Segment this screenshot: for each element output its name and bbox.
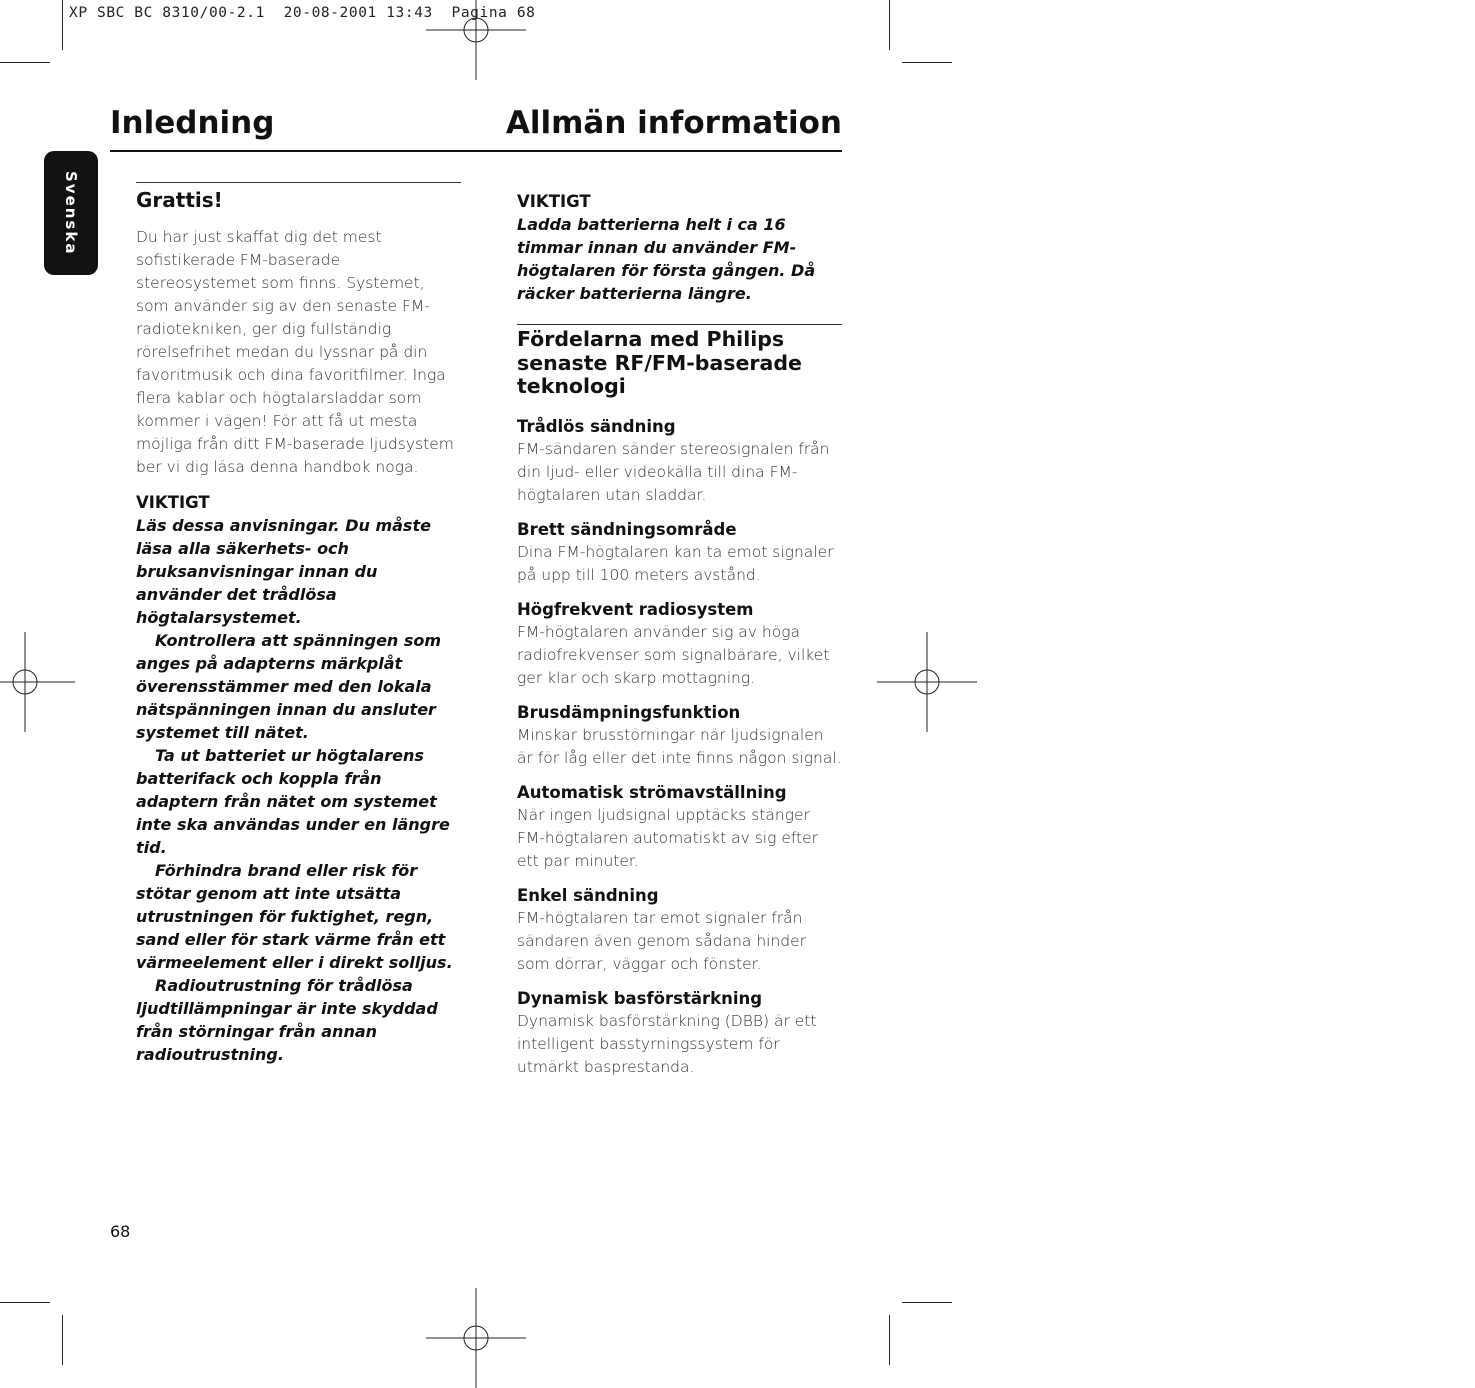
crop-mark <box>902 1302 952 1303</box>
feature-text: När ingen ljudsignal upptäcks stänger FM-högtalaren automatiskt av sig efter ett par minuter. <box>517 805 819 870</box>
header-divider <box>110 150 842 152</box>
feature-title: Trådlös sändning <box>517 416 676 436</box>
feature-item <box>517 781 842 873</box>
page-number: 68 <box>110 1222 131 1241</box>
feature-item <box>517 701 842 770</box>
right-column <box>517 190 842 1090</box>
warning-item: Läs dessa anvisningar. Du måste läsa alla säkerhets- och bruksanvisningar innan du använder det trådlösa högtalarsystemet. <box>136 516 431 627</box>
section-title-right: Allmän information <box>505 105 842 141</box>
registration-mark-icon <box>0 632 75 732</box>
feature-item <box>517 518 842 587</box>
feature-text: Dynamisk basförstärkning (DBB) är ett intelligent basstyrningssystem för utmärkt basprestanda. <box>517 1011 817 1076</box>
feature-item <box>517 987 842 1079</box>
left-column <box>136 182 461 1066</box>
feature-text: FM-högtalaren använder sig av höga radiofrekvenser som signalbärare, vilket ger klar och skarp mottagning. <box>517 622 830 687</box>
warning-label: VIKTIGT <box>517 192 591 211</box>
crop-mark <box>902 62 952 63</box>
registration-mark-icon <box>877 632 977 732</box>
section-title-left: Inledning <box>110 105 275 141</box>
registration-mark-icon <box>426 1288 526 1388</box>
feature-title: Högfrekvent radiosystem <box>517 599 754 619</box>
warning-item: Radioutrustning för trådlösa ljudtillämpningar är inte skyddad från störningar från annan radioutrustning. <box>136 976 438 1064</box>
feature-text: Dina FM-högtalaren kan ta emot signaler på upp till 100 meters avstånd. <box>517 542 834 584</box>
feature-title: Brusdämpningsfunktion <box>517 702 741 722</box>
feature-text: Minskar brusstörningar när ljudsignalen är för låg eller det inte finns någon signal. <box>517 725 842 767</box>
battery-warning: Ladda batterierna helt i ca 16 timmar innan du använder FM-högtalaren för första gången. Då räcker batterierna längre. <box>517 215 816 303</box>
benefits-heading: Fördelarna med Philips senaste RF/FM-baserade teknologi <box>517 327 802 398</box>
feature-title: Brett sändningsområde <box>517 519 737 539</box>
warning-label: VIKTIGT <box>136 493 210 512</box>
crop-mark <box>62 1315 63 1365</box>
feature-item <box>517 415 842 507</box>
crop-mark <box>0 1302 50 1303</box>
feature-item <box>517 884 842 976</box>
feature-title: Automatisk strömavställning <box>517 782 787 802</box>
crop-mark <box>889 0 890 50</box>
registration-mark-icon <box>426 0 526 80</box>
crop-mark <box>0 62 50 63</box>
language-tab-label: Svenska <box>62 170 80 256</box>
section-divider <box>136 182 461 183</box>
section-divider <box>517 324 842 325</box>
warning-item: Förhindra brand eller risk för stötar genom att inte utsätta utrustningen för fuktighet, regn, sand eller för stark värme från ett värmeelement eller i direkt solljus. <box>136 861 453 972</box>
crop-mark <box>62 0 63 50</box>
intro-paragraph: Du har just skaffat dig det mest sofistikerade FM-baserade stereosystemet som finns. Systemet, som använder sig av den senaste FM-radiotekniken, ger dig fullständig rörelsefrihet medan du lyssnar på din favoritmusik och dina favoritfilmer. Inga flera kablar och högtalarsladdar som kommer i vägen! För att få ut mesta möjliga från ditt FM-baserade ljudsystem ber vi dig läsa denna handbok noga. <box>136 228 454 476</box>
feature-text: FM-sändaren sänder stereosignalen från din ljud- eller videokälla till dina FM-högtalaren utan sladdar. <box>517 439 830 504</box>
print-slug: XP SBC BC 8310/00-2.1 20-08-2001 13:43 Pagina 68 <box>69 5 536 21</box>
warning-list <box>136 514 461 1066</box>
feature-text: FM-högtalaren tar emot signaler från sändaren även genom sådana hinder som dörrar, väggar och fönster. <box>517 908 807 973</box>
congrats-heading: Grattis! <box>136 188 223 212</box>
crop-mark <box>889 1315 890 1365</box>
warning-item: Kontrollera att spänningen som anges på adapterns märkplåt överensstämmer med den lokala nätspänningen innan du ansluter systemet till nätet. <box>136 631 442 742</box>
feature-item <box>517 598 842 690</box>
warning-item: Ta ut batteriet ur högtalarens batterifack och koppla från adaptern från nätet om systemet inte ska användas under en längre tid. <box>136 746 450 857</box>
feature-title: Dynamisk basförstärkning <box>517 988 763 1008</box>
language-tab <box>44 151 98 275</box>
feature-title: Enkel sändning <box>517 885 659 905</box>
